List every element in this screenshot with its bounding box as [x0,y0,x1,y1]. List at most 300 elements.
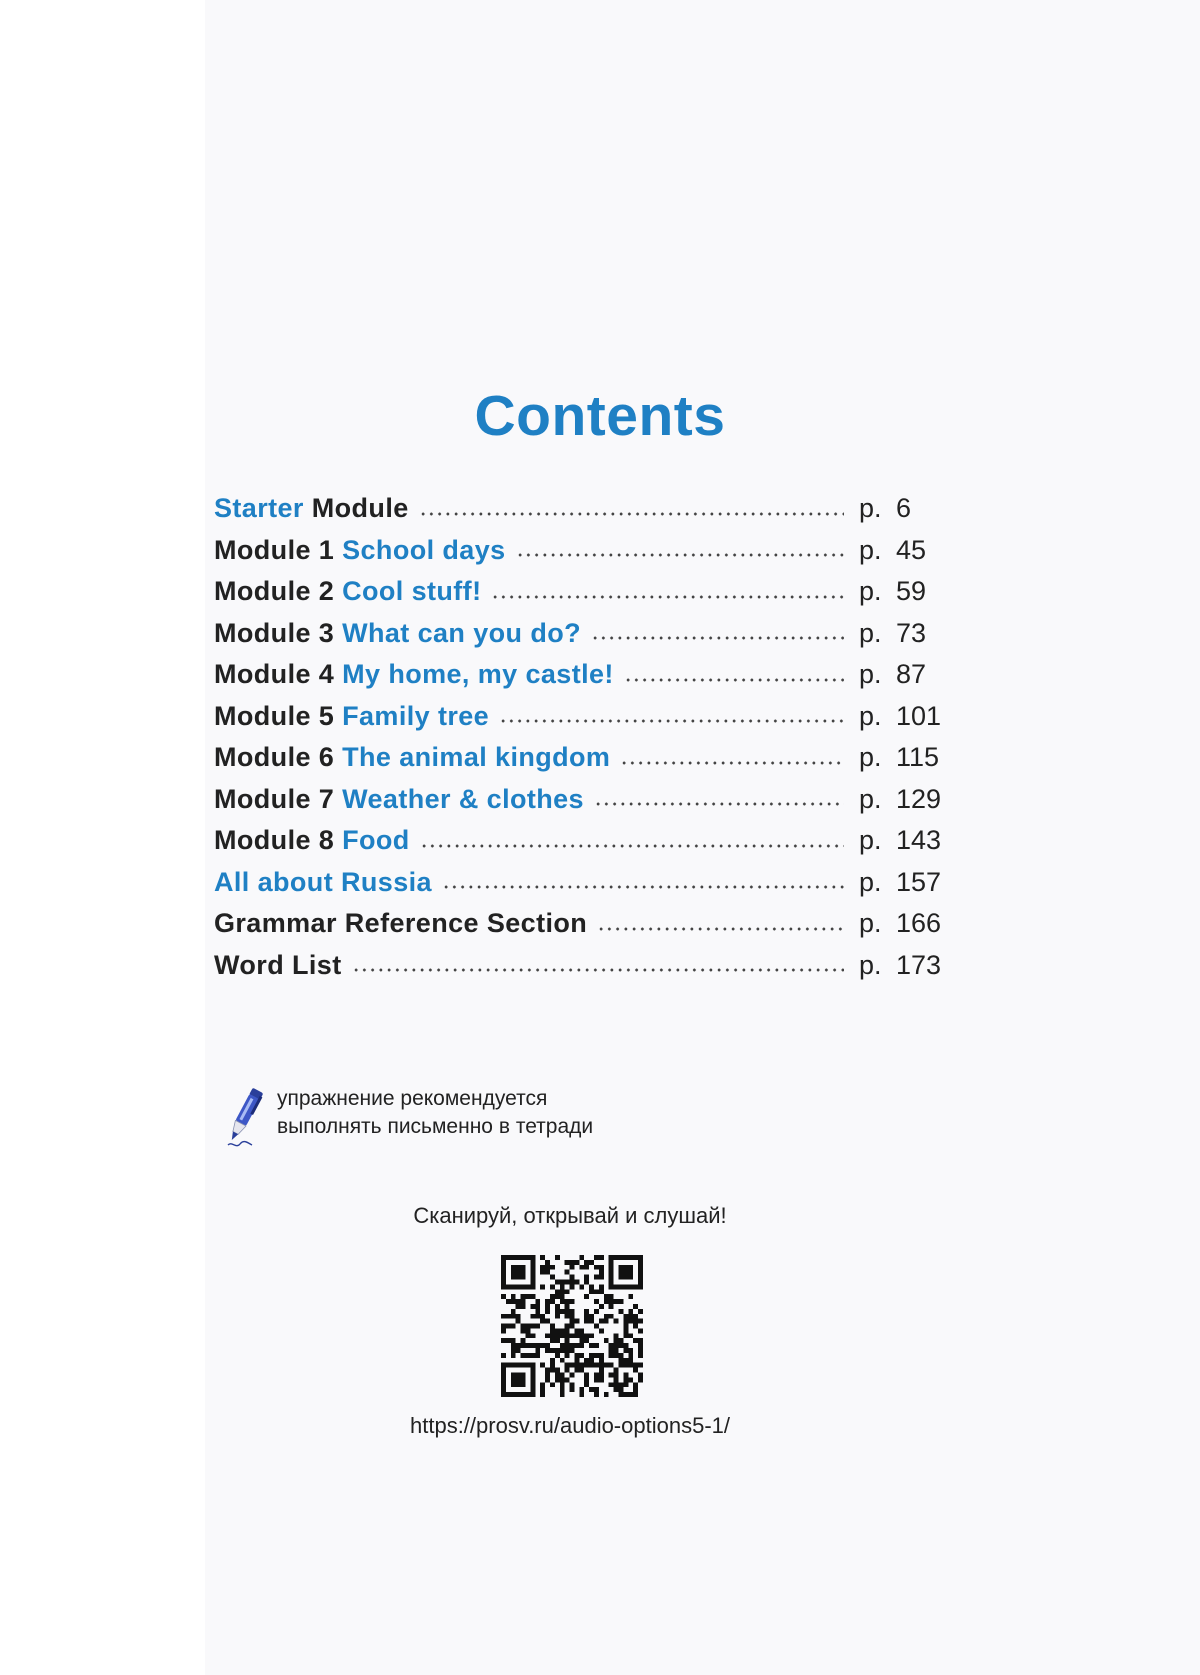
qr-module [619,1358,624,1363]
scan-instruction: Сканируй, открывай и слушай! [413,1203,727,1228]
toc-row[interactable] [214,737,944,779]
qr-module [619,1270,624,1275]
qr-module [521,1304,526,1309]
toc-entry-module: Module [303,493,409,524]
qr-module [599,1275,604,1280]
note-line-1: упражнение рекомендуется [277,1087,548,1110]
qr-module [525,1324,530,1329]
qr-module [584,1279,589,1284]
qr-module [545,1299,550,1304]
toc-row[interactable] [214,779,944,821]
qr-module [584,1377,589,1382]
qr-module [511,1373,516,1378]
qr-module [609,1279,614,1284]
qr-module [516,1377,521,1382]
qr-module [545,1373,550,1378]
qr-module [501,1338,506,1343]
qr-module [584,1265,589,1270]
toc-row[interactable] [214,613,944,655]
qr-module [633,1368,638,1373]
qr-module [614,1353,619,1358]
qr-module [619,1275,624,1280]
qr-module [555,1255,560,1260]
qr-module [550,1338,555,1343]
qr-module [633,1382,638,1387]
toc-row[interactable] [214,530,944,572]
page-abbrev: p. [859,659,882,690]
toc-entry-title: All about Russia [214,866,432,897]
qr-module [614,1368,619,1373]
qr-module [560,1343,565,1348]
toc-entry-label [214,784,594,815]
qr-module [545,1319,550,1324]
toc-entry-module: Module 1 [214,534,343,565]
toc-entry-module: Module 2 [214,576,343,607]
qr-module [594,1299,599,1304]
qr-module [623,1324,628,1329]
toc-row[interactable] [214,571,944,613]
qr-module [530,1270,535,1275]
qr-module [565,1309,570,1314]
qr-module [540,1284,545,1289]
qr-module [560,1333,565,1338]
qr-module [614,1382,619,1387]
qr-module [570,1319,575,1324]
qr-module [535,1304,540,1309]
qr-module [506,1363,511,1368]
qr-module [604,1294,609,1299]
qr-module [638,1309,643,1314]
qr-module [565,1299,570,1304]
qr-module [574,1319,579,1324]
qr-module [638,1328,643,1333]
qr-module [609,1260,614,1265]
qr-module [589,1387,594,1392]
qr-module [530,1284,535,1289]
qr-module [516,1373,521,1378]
qr-module [565,1328,570,1333]
qr-module [560,1299,565,1304]
qr-module [599,1363,604,1368]
qr-module [594,1387,599,1392]
qr-module [619,1255,624,1260]
qr-module [619,1392,624,1397]
qr-module [628,1363,633,1368]
qr-module [604,1314,609,1319]
qr-module [599,1353,604,1358]
qr-module [574,1333,579,1338]
qr-module [555,1289,560,1294]
toc-entry-title: What can you do? [342,617,582,648]
qr-module [614,1348,619,1353]
qr-module [638,1343,643,1348]
qr-module [619,1387,624,1392]
qr-module [584,1309,589,1314]
qr-module [521,1343,526,1348]
toc-entry-title: My home, my castle! [342,659,614,690]
qr-module [530,1363,535,1368]
qr-module [506,1314,511,1319]
qr-module [633,1314,638,1319]
qr-module [594,1265,599,1270]
qr-module [516,1304,521,1309]
qr-module [501,1279,506,1284]
dot-leader [620,761,844,765]
qr-module [555,1333,560,1338]
qr-module [609,1363,614,1368]
toc-row[interactable] [214,488,944,530]
qr-module [511,1270,516,1275]
qr-module [555,1304,560,1309]
qr-module [511,1255,516,1260]
qr-module [516,1319,521,1324]
qr-module [628,1284,633,1289]
qr-module [619,1353,624,1358]
qr-module [594,1377,599,1382]
qr-module [521,1275,526,1280]
qr-module [594,1275,599,1280]
qr-module [579,1255,584,1260]
qr-module [619,1284,624,1289]
qr-module [565,1260,570,1265]
qr-module [604,1363,609,1368]
qr-module [511,1309,516,1314]
page-abbrev: p. [859,700,882,731]
toc-entry-label [214,493,419,524]
qr-module [535,1314,540,1319]
dot-leader [597,927,844,931]
qr-module [628,1353,633,1358]
qr-module [501,1353,506,1358]
qr-module [633,1324,638,1329]
qr-module [511,1324,516,1329]
qr-module [560,1373,565,1378]
audio-url-link[interactable]: https://prosv.ru/audio-options5-1/ [410,1413,730,1438]
qr-module [614,1299,619,1304]
qr-module [623,1265,628,1270]
qr-module [501,1324,506,1329]
qr-module [525,1284,530,1289]
qr-module [511,1348,516,1353]
qr-module [638,1255,643,1260]
toc-entry-title: Family tree [342,700,490,731]
toc-entry-module: Module 8 [214,825,343,856]
qr-module [589,1363,594,1368]
qr-module [521,1255,526,1260]
qr-module [540,1343,545,1348]
qr-module [501,1270,506,1275]
qr-module [545,1265,550,1270]
toc-entry-title: School days [342,534,506,565]
qr-module [623,1392,628,1397]
toc-row[interactable] [214,862,944,904]
toc-entry-label [214,576,491,607]
qr-module [511,1392,516,1397]
qr-module [623,1363,628,1368]
qr-module [579,1284,584,1289]
qr-module [545,1260,550,1265]
qr-module [579,1368,584,1373]
qr-module [619,1363,624,1368]
qr-module [535,1353,540,1358]
qr-module [550,1294,555,1299]
qr-module [570,1333,575,1338]
qr-module [511,1284,516,1289]
qr-module [530,1304,535,1309]
qr-module [540,1387,545,1392]
qr-module [555,1368,560,1373]
qr-module [555,1294,560,1299]
page-number: 87 [896,659,927,690]
qr-module [506,1392,511,1397]
qr-module [628,1294,633,1299]
qr-module [584,1338,589,1343]
qr-module [604,1319,609,1324]
qr-module [574,1358,579,1363]
qr-module [525,1255,530,1260]
qr-module [628,1348,633,1353]
qr-module [501,1368,506,1373]
dot-leader [491,595,844,599]
qr-module [565,1368,570,1373]
qr-module [530,1255,535,1260]
qr-module [594,1343,599,1348]
qr-module [535,1348,540,1353]
qr-module [540,1270,545,1275]
qr-module [599,1319,604,1324]
toc-entry-module: Module 6 [214,742,343,773]
toc-entry-module: Word List [214,949,342,980]
dot-leader [624,678,844,682]
qr-module [574,1363,579,1368]
qr-module [638,1275,643,1280]
qr-module [589,1314,594,1319]
qr-module [540,1255,545,1260]
page-number: 166 [896,908,942,939]
qr-module [550,1328,555,1333]
qr-code-icon[interactable] [501,1255,643,1397]
qr-module [565,1377,570,1382]
qr-module [589,1358,594,1363]
toc-row[interactable] [214,945,944,987]
qr-module [555,1353,560,1358]
qr-module [560,1279,565,1284]
qr-module [570,1275,575,1280]
qr-module [570,1299,575,1304]
qr-module [511,1353,516,1358]
dot-leader [591,636,844,640]
qr-module [594,1289,599,1294]
qr-module [516,1255,521,1260]
qr-module [506,1284,511,1289]
qr-module [623,1275,628,1280]
qr-module [530,1279,535,1284]
qr-module [530,1260,535,1265]
qr-module [516,1265,521,1270]
qr-module [594,1309,599,1314]
qr-module [604,1299,609,1304]
qr-module [609,1265,614,1270]
qr-module [584,1373,589,1378]
qr-module [525,1343,530,1348]
page-abbrev: p. [859,908,882,939]
qr-module [584,1294,589,1299]
qr-module [555,1338,560,1343]
dot-leader [516,553,844,557]
qr-module [599,1284,604,1289]
toc-entry-module: Module 5 [214,700,343,731]
toc-entry-title: Weather & clothes [342,783,584,814]
qr-module [589,1260,594,1265]
qr-module [530,1387,535,1392]
qr-module [521,1353,526,1358]
qr-module [525,1328,530,1333]
qr-module [589,1343,594,1348]
qr-module [623,1270,628,1275]
qr-module [560,1309,565,1314]
qr-module [604,1392,609,1397]
qr-module [550,1324,555,1329]
qr-module [521,1265,526,1270]
qr-module [633,1363,638,1368]
qr-module [609,1304,614,1309]
qr-module [604,1338,609,1343]
toc-entry-module: Grammar Reference Section [214,908,588,939]
qr-module [511,1265,516,1270]
qr-module [501,1328,506,1333]
qr-module [535,1299,540,1304]
qr-module [633,1338,638,1343]
toc-row[interactable] [214,654,944,696]
qr-module [555,1373,560,1378]
qr-module [545,1377,550,1382]
page-number: 73 [896,617,927,648]
qr-module [570,1284,575,1289]
qr-module [638,1265,643,1270]
qr-module [638,1377,643,1382]
toc-entry-title: The animal kingdom [342,742,611,773]
qr-module [609,1255,614,1260]
qr-module [530,1333,535,1338]
toc-row[interactable] [214,696,944,738]
qr-module [628,1358,633,1363]
qr-module [623,1319,628,1324]
page-abbrev: p. [859,866,882,897]
qr-module [535,1343,540,1348]
qr-module [565,1333,570,1338]
qr-module [609,1284,614,1289]
qr-module [579,1353,584,1358]
qr-module [530,1392,535,1397]
qr-module [545,1348,550,1353]
qr-module [623,1382,628,1387]
qr-module [535,1309,540,1314]
toc-entry-title: Starter [214,493,304,524]
qr-module [570,1363,575,1368]
qr-module [565,1289,570,1294]
qr-module [565,1270,570,1275]
qr-module [570,1348,575,1353]
qr-module [506,1299,511,1304]
qr-module [560,1377,565,1382]
qr-module [609,1373,614,1378]
qr-module [584,1260,589,1265]
qr-module [574,1368,579,1373]
qr-module [570,1260,575,1265]
toc-entry-label [214,618,591,649]
qr-module [628,1392,633,1397]
qr-module [525,1392,530,1397]
toc-row[interactable] [214,820,944,862]
qr-module [609,1294,614,1299]
page-number: 173 [896,949,942,980]
toc-row[interactable] [214,903,944,945]
qr-module [570,1309,575,1314]
page-abbrev: p. [859,576,882,607]
page-number: 6 [896,493,912,524]
qr-module [574,1343,579,1348]
qr-module [516,1363,521,1368]
qr-module [594,1324,599,1329]
toc-entry-label [214,535,516,566]
qr-module [530,1373,535,1378]
qr-module [599,1358,604,1363]
qr-module [584,1319,589,1324]
qr-module [623,1333,628,1338]
note-line-2: выполнять письменно в тетради [277,1115,594,1138]
qr-module [589,1289,594,1294]
qr-module [589,1284,594,1289]
qr-module [638,1270,643,1275]
qr-module [628,1265,633,1270]
qr-module [516,1392,521,1397]
qr-module [579,1392,584,1397]
qr-module [565,1304,570,1309]
qr-module [506,1255,511,1260]
page-number: 143 [896,825,942,856]
qr-module [511,1314,516,1319]
dot-leader [419,512,844,516]
qr-module [579,1328,584,1333]
qr-module [574,1353,579,1358]
qr-module [614,1338,619,1343]
qr-module [521,1324,526,1329]
qr-module [550,1275,555,1280]
qr-module [501,1255,506,1260]
qr-module [633,1255,638,1260]
qr-module [638,1338,643,1343]
qr-module [560,1284,565,1289]
qr-module [594,1363,599,1368]
writing-note [222,1085,593,1150]
qr-module [530,1377,535,1382]
qr-module [525,1353,530,1358]
qr-module [584,1363,589,1368]
qr-module [550,1333,555,1338]
page-abbrev: p. [859,534,882,565]
qr-module [516,1299,521,1304]
qr-module [565,1324,570,1329]
qr-module [614,1343,619,1348]
qr-module [579,1387,584,1392]
qr-module [550,1265,555,1270]
qr-module [550,1363,555,1368]
qr-module [530,1294,535,1299]
dot-leader [594,802,844,806]
qr-module [501,1392,506,1397]
dot-leader [352,968,844,972]
qr-module [530,1275,535,1280]
